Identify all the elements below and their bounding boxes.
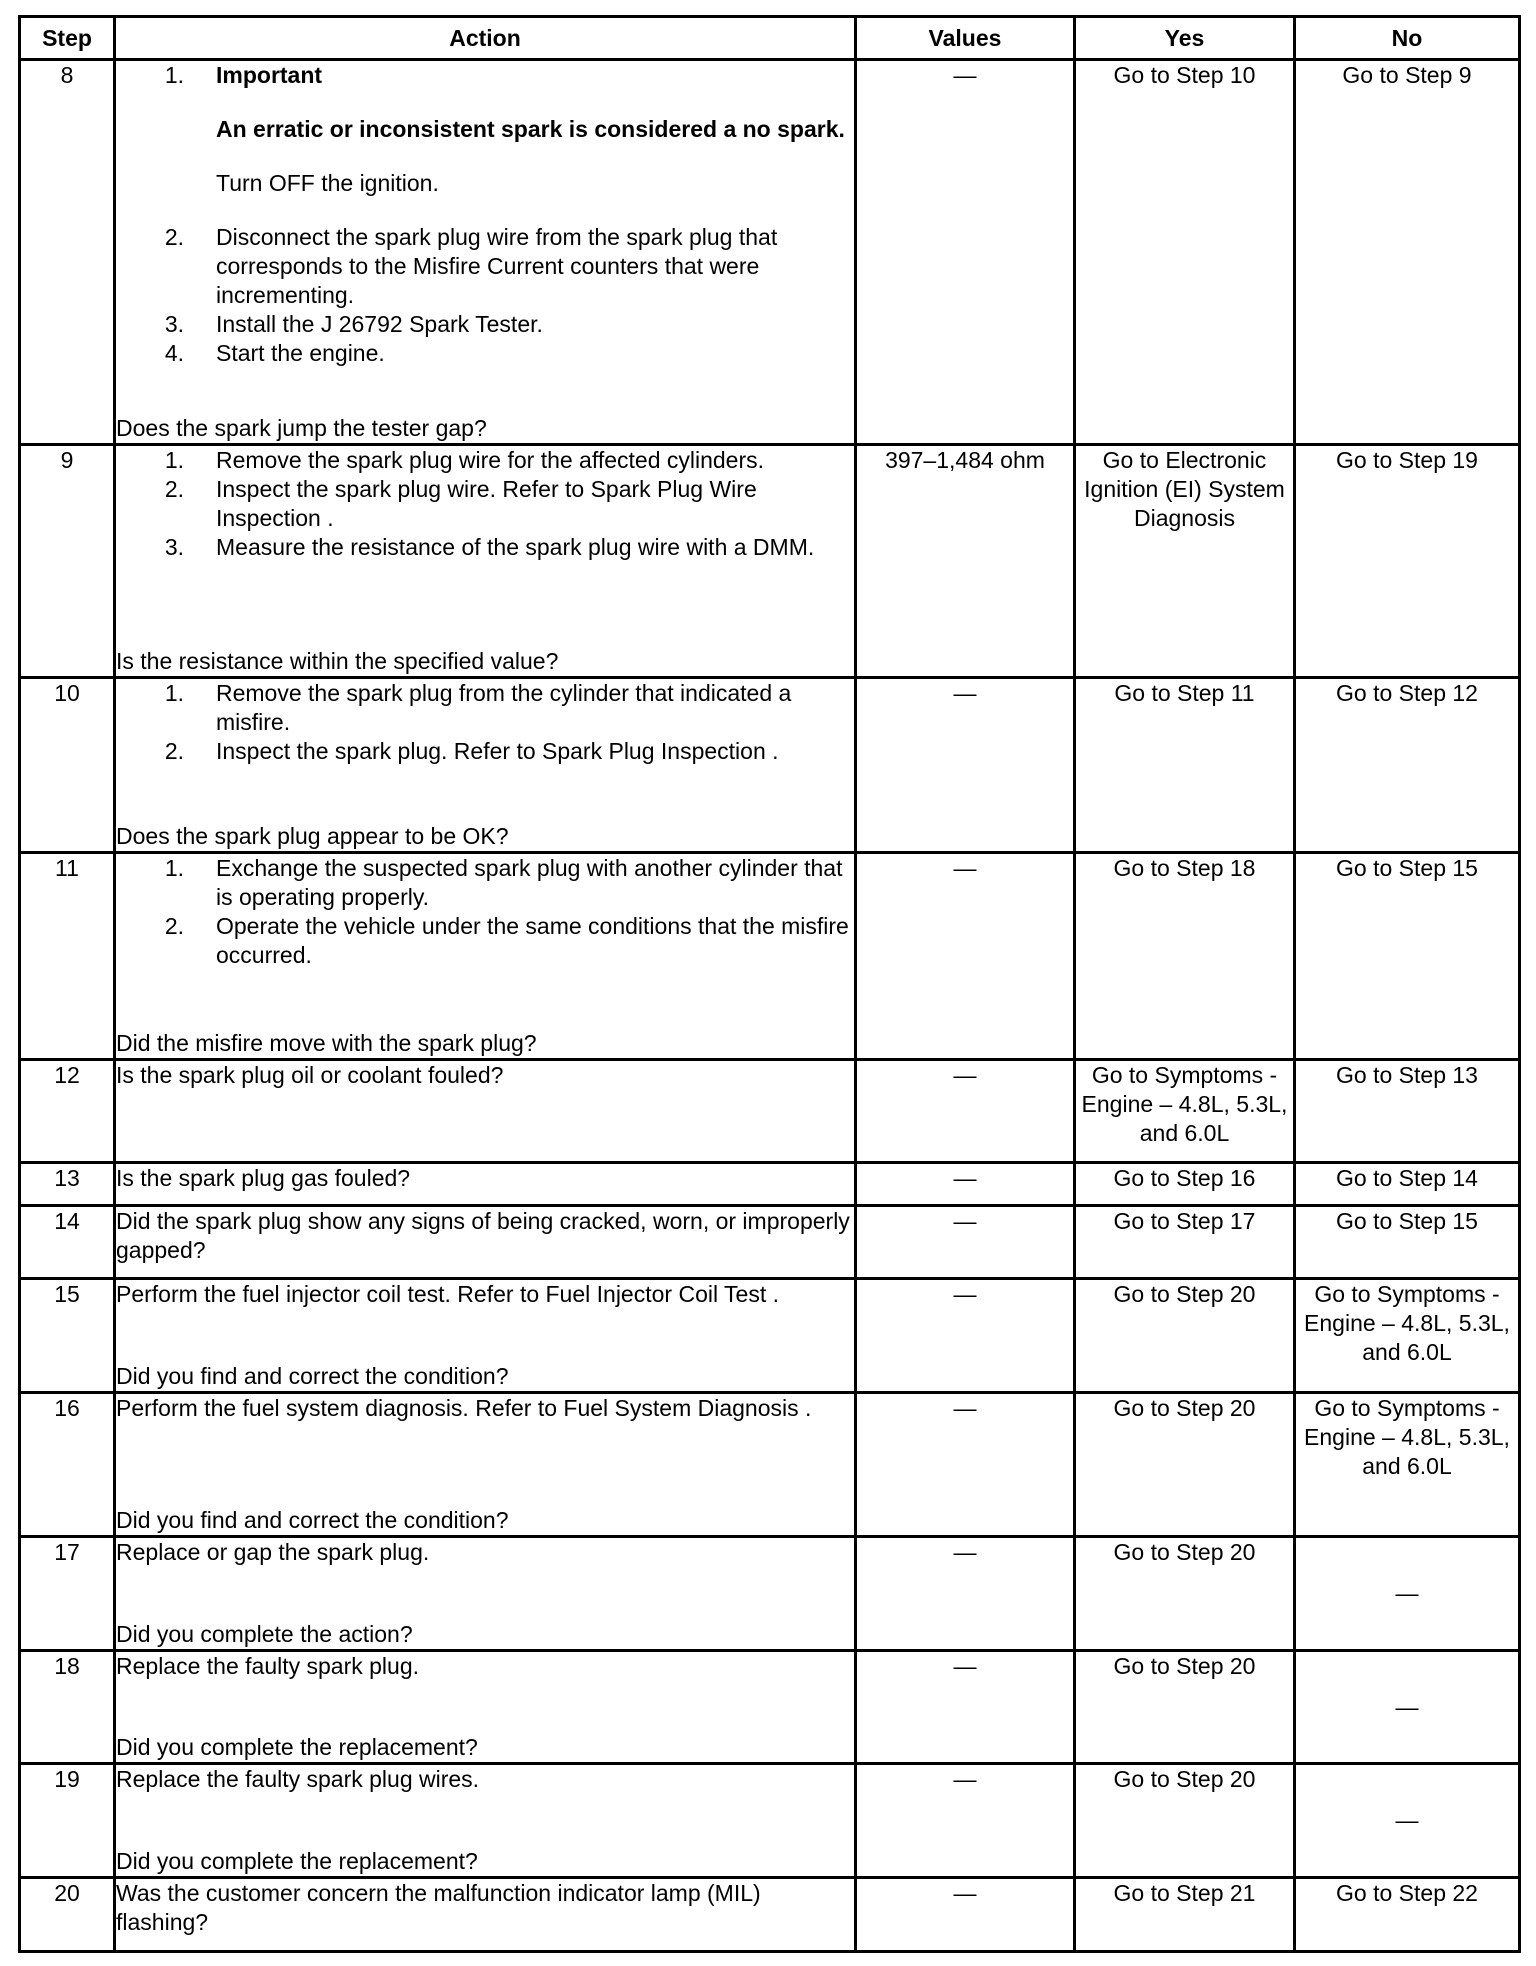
step-index: 1.	[164, 680, 184, 707]
table-row	[20, 1878, 1520, 1952]
table-row	[20, 1162, 1520, 1205]
step-index: 1.	[164, 855, 184, 882]
header-action: Action	[115, 17, 856, 60]
table-row	[20, 1278, 1520, 1392]
yes-cell: Go to Step 16	[1075, 1162, 1295, 1205]
action-cell: Was the customer concern the malfunction indicator lamp (MIL) flashing?	[115, 1878, 856, 1952]
step-index: 3.	[164, 533, 184, 560]
instruction-text: Remove the spark plug from the cylinder that indicated a misfire.	[216, 680, 792, 736]
step-number: 16	[20, 1392, 115, 1536]
table-row	[20, 1059, 1520, 1162]
yes-cell: Go to Step 20	[1075, 1392, 1295, 1536]
step-index: 2.	[164, 224, 184, 250]
action-cell	[115, 853, 856, 1059]
yes-cell: Go to Step 20	[1075, 1650, 1295, 1764]
question-text: Did you complete the replacement?	[116, 1734, 478, 1761]
no-cell: Go to Step 14	[1295, 1162, 1520, 1205]
table-row	[20, 1536, 1520, 1650]
yes-cell: Go to Step 11	[1075, 678, 1295, 853]
step-number: 17	[20, 1536, 115, 1650]
values-cell: —	[856, 678, 1075, 853]
instruction-text: Operate the vehicle under the same conditions that the misfire occurred.	[216, 913, 849, 969]
no-cell: Go to Symptoms - Engine – 4.8L, 5.3L, and 6.0L	[1295, 1278, 1520, 1392]
no-cell: Go to Step 19	[1295, 444, 1520, 678]
no-cell: Go to Symptoms - Engine – 4.8L, 5.3L, and 6.0L	[1295, 1392, 1520, 1536]
table-row	[20, 1206, 1520, 1279]
yes-cell: Go to Step 21	[1075, 1878, 1295, 1952]
important-text: An erratic or inconsistent spark is considered a no spark.	[216, 116, 845, 142]
question-text: Did the misfire move with the spark plug?	[116, 1029, 537, 1056]
values-cell: —	[856, 60, 1075, 445]
instruction-text: Perform the fuel system diagnosis. Refer to Fuel System Diagnosis .	[116, 1394, 812, 1421]
yes-cell: Go to Step 10	[1075, 60, 1295, 445]
table-row	[20, 1764, 1520, 1878]
action-cell: Did the spark plug show any signs of being cracked, worn, or improperly gapped?	[115, 1206, 856, 1279]
instruction-text: Measure the resistance of the spark plug wire with a DMM.	[216, 533, 815, 560]
table-row	[20, 1650, 1520, 1764]
instruction-text: Remove the spark plug wire for the affected cylinders.	[216, 446, 765, 473]
no-cell: Go to Step 9	[1295, 60, 1520, 445]
question-text: Did you complete the action?	[116, 1620, 413, 1647]
instruction-text: Turn OFF the ignition.	[216, 170, 439, 196]
table-row	[20, 853, 1520, 1059]
header-yes: Yes	[1075, 17, 1295, 60]
step-index: 2.	[164, 913, 184, 940]
values-cell: —	[856, 1162, 1075, 1205]
step-number: 18	[20, 1650, 115, 1764]
values-cell: —	[856, 853, 1075, 1059]
action-cell	[115, 1392, 856, 1536]
question-text: Does the spark plug appear to be OK?	[116, 823, 509, 850]
step-number: 15	[20, 1278, 115, 1392]
action-cell	[115, 60, 856, 445]
action-cell	[115, 678, 856, 853]
no-cell: —	[1295, 1650, 1520, 1764]
step-index: 3.	[164, 311, 184, 337]
step-index: 1.	[164, 62, 184, 88]
instruction-text: Replace the faulty spark plug wires.	[116, 1766, 480, 1793]
question-text: Did you find and correct the condition?	[116, 1362, 509, 1389]
values-cell: —	[856, 1392, 1075, 1536]
yes-cell: Go to Step 20	[1075, 1278, 1295, 1392]
action-cell	[115, 444, 856, 678]
step-number: 19	[20, 1764, 115, 1878]
header-no: No	[1295, 17, 1520, 60]
question-text: Did you complete the replacement?	[116, 1848, 478, 1875]
instruction-text: Perform the fuel injector coil test. Refer to Fuel Injector Coil Test .	[116, 1280, 780, 1307]
values-cell: —	[856, 1650, 1075, 1764]
instruction-text: Replace or gap the spark plug.	[116, 1538, 430, 1565]
no-cell: —	[1295, 1536, 1520, 1650]
yes-cell: Go to Symptoms - Engine – 4.8L, 5.3L, and 6.0L	[1075, 1059, 1295, 1162]
instruction-text: Inspect the spark plug. Refer to Spark Plug Inspection .	[216, 738, 779, 765]
question-text: Did you find and correct the condition?	[116, 1506, 509, 1533]
diagnostic-table	[18, 15, 1521, 1953]
values-cell: 397–1,484 ohm	[856, 444, 1075, 678]
action-cell: Is the spark plug oil or coolant fouled?	[115, 1059, 856, 1162]
action-cell	[115, 1278, 856, 1392]
important-title: Important	[216, 62, 323, 88]
yes-cell: Go to Step 18	[1075, 853, 1295, 1059]
table-row	[20, 678, 1520, 853]
no-cell: Go to Step 12	[1295, 678, 1520, 853]
step-number: 10	[20, 678, 115, 853]
action-cell	[115, 1536, 856, 1650]
step-number: 9	[20, 444, 115, 678]
table-row	[20, 1392, 1520, 1536]
step-number: 11	[20, 853, 115, 1059]
step-number: 13	[20, 1162, 115, 1205]
values-cell: —	[856, 1206, 1075, 1279]
step-number: 20	[20, 1878, 115, 1952]
step-index: 2.	[164, 738, 184, 765]
action-cell	[115, 1764, 856, 1878]
step-index: 2.	[164, 475, 184, 502]
values-cell: —	[856, 1536, 1075, 1650]
values-cell: —	[856, 1278, 1075, 1392]
header-row	[20, 17, 1520, 60]
instruction-text: Replace the faulty spark plug.	[116, 1652, 420, 1679]
values-cell: —	[856, 1878, 1075, 1952]
instruction-text: Inspect the spark plug wire. Refer to Spark Plug Wire Inspection .	[216, 475, 757, 531]
instruction-text: Disconnect the spark plug wire from the spark plug that corresponds to the Misfire Current counters that were incrementing.	[216, 224, 778, 308]
instruction-text: Install the J 26792 Spark Tester.	[216, 311, 543, 337]
yes-cell: Go to Electronic Ignition (EI) System Diagnosis	[1075, 444, 1295, 678]
question-text: Does the spark jump the tester gap?	[116, 414, 487, 441]
table-row	[20, 444, 1520, 678]
step-index: 1.	[164, 446, 184, 473]
action-cell	[115, 1650, 856, 1764]
instruction-text: Start the engine.	[216, 340, 385, 366]
instruction-text: Exchange the suspected spark plug with another cylinder that is operating properly.	[216, 855, 843, 911]
step-number: 8	[20, 60, 115, 445]
question-text: Is the resistance within the specified value?	[116, 648, 559, 675]
values-cell: —	[856, 1764, 1075, 1878]
no-cell: —	[1295, 1764, 1520, 1878]
yes-cell: Go to Step 20	[1075, 1764, 1295, 1878]
header-values: Values	[856, 17, 1075, 60]
no-cell: Go to Step 13	[1295, 1059, 1520, 1162]
no-cell: Go to Step 22	[1295, 1878, 1520, 1952]
yes-cell: Go to Step 20	[1075, 1536, 1295, 1650]
table-row	[20, 60, 1520, 445]
step-index: 4.	[164, 340, 184, 366]
step-number: 12	[20, 1059, 115, 1162]
action-cell: Is the spark plug gas fouled?	[115, 1162, 856, 1205]
header-step: Step	[20, 17, 115, 60]
step-number: 14	[20, 1206, 115, 1279]
no-cell: Go to Step 15	[1295, 1206, 1520, 1279]
yes-cell: Go to Step 17	[1075, 1206, 1295, 1279]
no-cell: Go to Step 15	[1295, 853, 1520, 1059]
values-cell: —	[856, 1059, 1075, 1162]
